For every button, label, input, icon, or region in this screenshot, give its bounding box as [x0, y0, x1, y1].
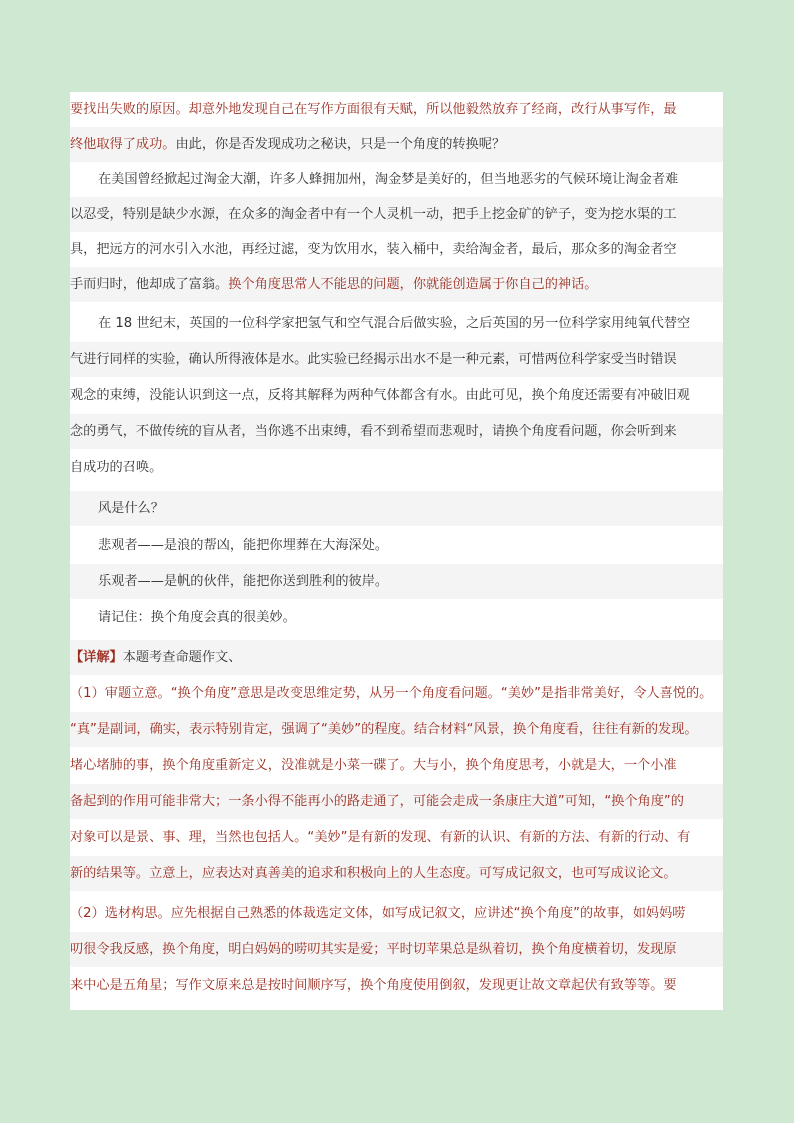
- text-line: 手而归时，他却成了富翁。换个角度思常人不能思的问题，你就能创造属于你自己的神话。: [70, 267, 723, 302]
- text-line: 以忍受，特别是缺少水源，在众多的淘金者中有一个人灵机一动，把手上挖金矿的铲子，变为挖水渠的工: [70, 197, 723, 232]
- text-line: 备起到的作用可能非常大；一条小得不能再小的路走通了，可能会走成一条康庄大道”可知，“换个角度”的: [70, 784, 723, 819]
- text-line: 新的结果等。立意上，应表达对真善美的追求和积极向上的人生态度。可写成记叙文，也可写成议论文。: [70, 856, 723, 891]
- text-line: 在美国曾经掀起过淘金大潮，许多人蜂拥加州，淘金梦是美好的，但当地恶劣的气候环境让淘金者难: [98, 172, 679, 187]
- text-line: 悲观者——是浪的帮凶，能把你埋葬在大海深处。: [98, 538, 389, 553]
- text-line: 对象可以是景、事、理，当然也包括人。“美妙”是有新的发现、有新的认识、有新的方法、有新的行动、有: [70, 830, 691, 845]
- text-line: （1）审题立意。“换个角度”意思是改变思维定势，从另一个角度看问题。“美妙”是指非常美好，令人喜悦的。: [70, 686, 713, 701]
- text-line: 观念的束缚，没能认识到这一点，反将其解释为两种气体都含有水。由此可见，换个角度还需要有冲破旧观: [70, 388, 690, 403]
- text-line: 念的勇气，不做传统的盲从者，当你逃不出束缚，看不到希望而悲观时，请换个角度看问题，你会听到来: [70, 414, 723, 449]
- text-line: 要找出失败的原因。却意外地发现自己在写作方面很有天赋，所以他毅然放弃了经商，改行从事写作，最: [70, 102, 677, 117]
- text-line: 叨很令我反感，换个角度，明白妈妈的唠叨其实是爱；平时切苹果总是纵着切，换个角度横着切，发现原: [70, 932, 723, 967]
- text-line: （2）选材构思。应先根据自己熟悉的体裁选定文体，如写成记叙文，应讲述“换个角度”的故事，如妈妈唠: [70, 906, 686, 921]
- text-line: 来中心是五角星；写作文原来总是按时间顺序写，换个角度使用倒叙，发现更让故文章起伏有致等等。要: [70, 978, 677, 993]
- text-line: 【详解】本题考查命题作文、: [70, 640, 723, 675]
- text-line: 具，把远方的河水引入水池，再经过滤，变为饮用水，装入桶中，卖给淘金者，最后，那众多的淘金者空: [70, 242, 677, 257]
- text-line: 气进行同样的实验，确认所得液体是水。此实验已经揭示出水不是一种元素，可惜两位科学家受当时错误: [70, 342, 723, 377]
- text-line: 在 18 世纪末，英国的一位科学家把氢气和空气混合后做实验，之后英国的另一位科学家用纯氧代替空: [98, 316, 691, 331]
- document-page: [70, 92, 723, 1010]
- text-line: 乐观者——是帆的伙伴，能把你送到胜利的彼岸。: [70, 564, 723, 599]
- text-line: 自成功的召唤。: [70, 460, 163, 475]
- text-line: 堵心堵肺的事，换个角度重新定义，没准就是小菜一碟了。大与小，换个角度思考，小就是大，一个小准: [70, 758, 677, 773]
- text-line: 风是什么？: [70, 491, 723, 526]
- text-line: 请记住：换个角度会真的很美妙。: [98, 610, 296, 625]
- text-line: 终他取得了成功。由此，你是否发现成功之秘诀，只是一个角度的转换呢？: [70, 127, 723, 162]
- text-line: “真”是副词，确实，表示特别肯定，强调了“美妙”的程度。结合材料“风景，换个角度看，往往有新的发现。: [70, 712, 723, 747]
